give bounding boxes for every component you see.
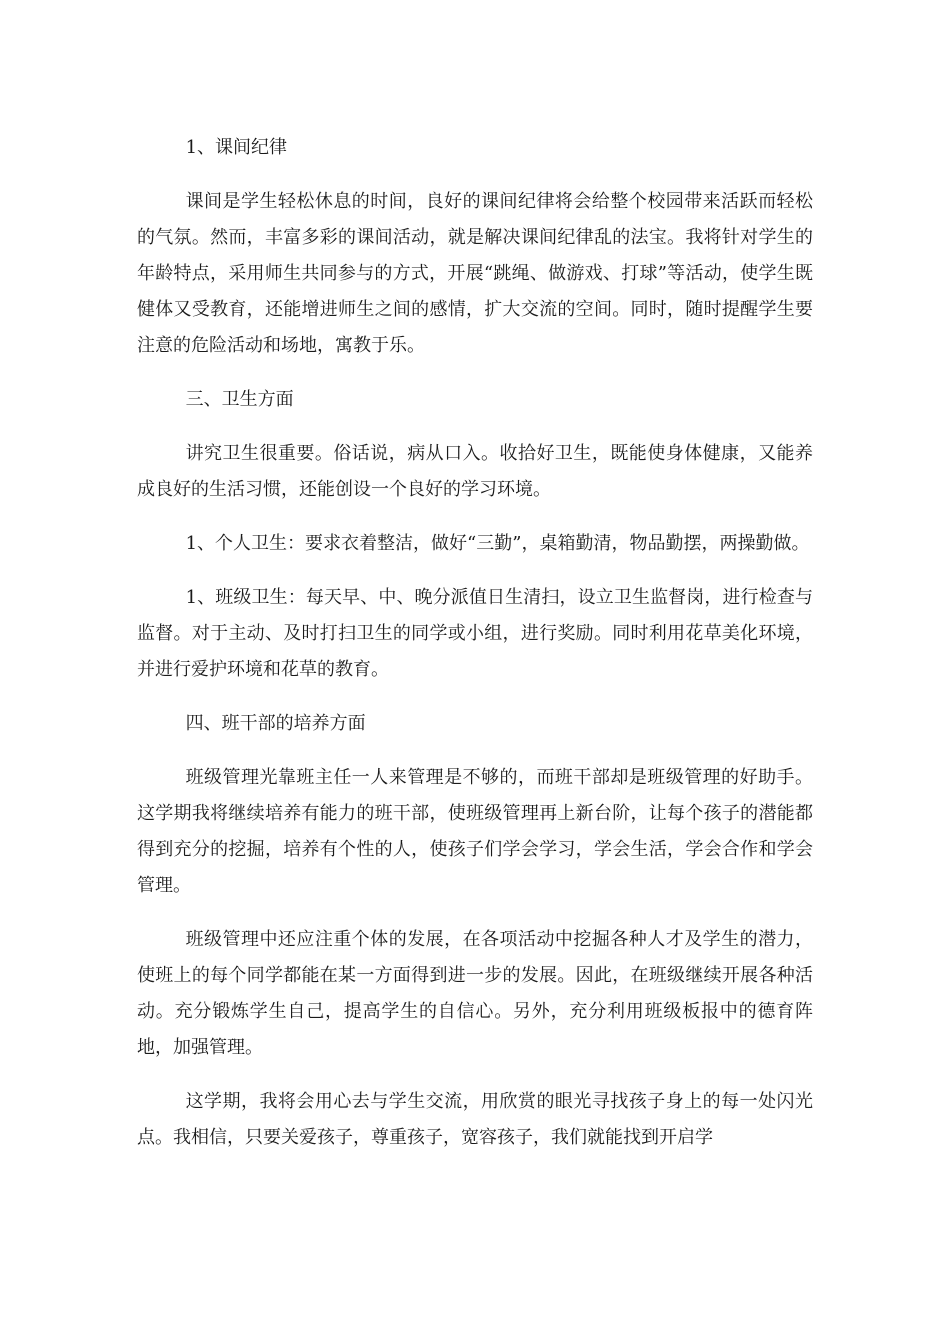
paragraph-individual-development: 班级管理中还应注重个体的发展，在各项活动中挖掘各种人才及学生的潜力，使班上的每个同学都能在某一方面得到进一步的发展。因此，在班级继续开展各种活动。充分锻炼学生自己，提高学生的自信心。另外，充分利用班级板报中的德育阵地，加强管理。 bbox=[137, 929, 813, 1058]
paragraph-personal-hygiene: 1、个人卫生：要求衣着整洁，做好“三勤”，桌箱勤清，物品勤摆，两操勤做。 bbox=[185, 533, 810, 554]
section-heading-class-cadres: 四、班干部的培养方面 bbox=[185, 713, 366, 734]
paragraph-recess-activities: 课间是学生轻松休息的时间，良好的课间纪律将会给整个校园带来活跃而轻松的气氛。然而，丰富多彩的课间活动，就是解决课间纪律乱的法宝。我将针对学生的年龄特点，采用师生共同参与的方式，开展“跳绳、做游戏、打球”等活动，使学生既健体又受教育，还能增进师生之间的感情，扩大交流的空间。同时，随时提醒学生要注意的危险活动和场地，寓教于乐。 bbox=[137, 191, 813, 356]
document-body bbox=[137, 130, 813, 1174]
paragraph-class-hygiene: 1、班级卫生：每天早、中、晚分派值日生清扫，设立卫生监督岗，进行检查与监督。对于主动、及时打扫卫生的同学或小组，进行奖励。同时利用花草美化环境，并进行爱护环境和花草的教育。 bbox=[137, 587, 813, 680]
section-heading-hygiene: 三、卫生方面 bbox=[185, 389, 294, 410]
paragraph-communication: 这学期，我将会用心去与学生交流，用欣赏的眼光寻找孩子身上的每一处闪光点。我相信，只要关爱孩子，尊重孩子，宽容孩子，我们就能找到开启学 bbox=[137, 1091, 813, 1148]
paragraph-hygiene-intro: 讲究卫生很重要。俗话说，病从口入。收拾好卫生，既能使身体健康，又能养成良好的生活习惯，还能创设一个良好的学习环境。 bbox=[137, 443, 813, 500]
section-heading-recess-discipline: 1、课间纪律 bbox=[185, 137, 288, 158]
paragraph-cadre-training: 班级管理光靠班主任一人来管理是不够的，而班干部却是班级管理的好助手。这学期我将继续培养有能力的班干部，使班级管理再上新台阶，让每个孩子的潜能都得到充分的挖掘，培养有个性的人，使孩子们学会学习，学会生活，学会合作和学会管理。 bbox=[137, 767, 813, 896]
